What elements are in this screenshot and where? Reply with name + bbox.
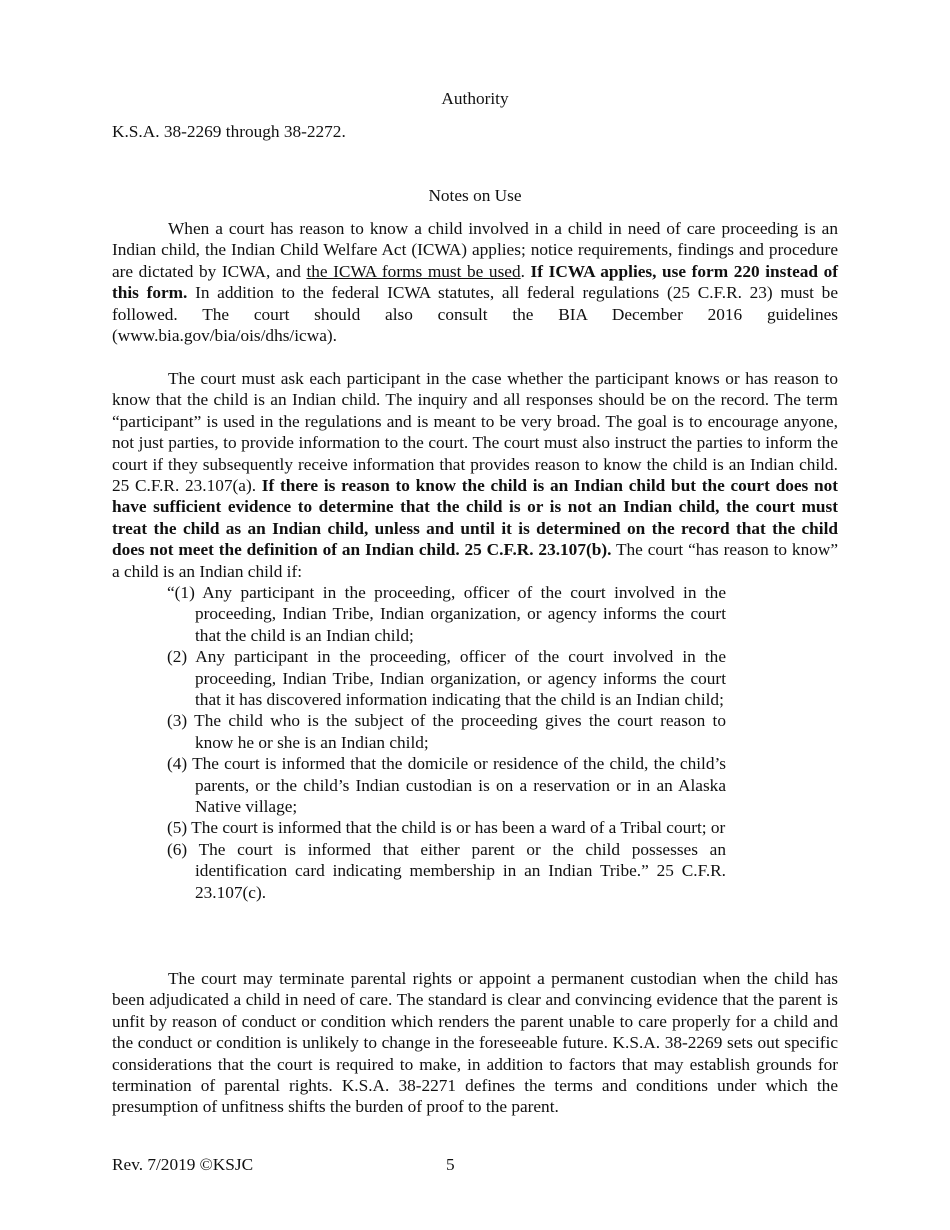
p2-text-a: The court must ask each participant in the case whether the participant knows or has reason to know that the child is an Indian child. The inquiry and all responses should be on the record. The term “participant” is used in the regulations and is meant to be very broad. The goal is to encourage anyone, not just parties, to provide information to the court. The court must also instruct the parties to inform the court if they subsequently receive information that provides reason to know the child is an Indian child. 25 C.F.R. 23.107(a).	[112, 369, 838, 496]
p1-underlined-text: the ICWA forms must be used	[306, 261, 521, 281]
p2-text-b: The court “has reason to know” a child is an Indian child if:	[112, 540, 839, 581]
list-item: (3) The child who is the subject of the proceeding gives the court reason to know he or she is an Indian child;	[167, 711, 726, 752]
list-item: (2) Any participant in the proceeding, officer of the court involved in the proceeding, Indian Tribe, Indian organization, or agency informs the court that it has discovered information indicating that the child is an Indian child;	[167, 647, 726, 710]
authority-heading: Authority	[441, 89, 509, 108]
notes-heading: Notes on Use	[428, 186, 522, 205]
notes-paragraph-3: The court may terminate parental rights or appoint a permanent custodian when the child has been adjudicated a child in need of care. The standard is clear and convincing evidence that the parent is unfit by reason of conduct or condition which renders the parent unable to care properly for a child and the conduct or condition is unlikely to change in the foreseeable future. K.S.A. 38-2269 sets out specific considerations that the court is required to make, in addition to factors that may establish grounds for termination of parental rights. K.S.A. 38-2271 defines the terms and conditions under which the presumption of unfitness shifts the burden of proof to the parent.	[112, 969, 838, 1117]
list-item: “(1) Any participant in the proceeding, officer of the court involved in the proceeding, Indian Tribe, Indian organization, or agency informs the court that the child is an Indian child;	[167, 583, 726, 645]
notes-paragraph-1	[112, 218, 838, 346]
footer-revision: Rev. 7/2019 ©KSJC	[112, 1155, 254, 1174]
page-number: 5	[446, 1155, 455, 1174]
p1-bold-text: If ICWA applies, use form 220 instead of this form.	[112, 261, 838, 303]
reason-to-know-list	[167, 582, 726, 903]
p2-bold-text: If there is reason to know the child is an Indian child but the court does not have sufficient evidence to determine that the child is or is not an Indian child, the court must treat the child as an Indian child, unless and until it is determined on the record that the child does not meet the definition of an Indian child. 25 C.F.R. 23.107(b).	[112, 476, 838, 560]
list-item: (6) The court is informed that either parent or the child possesses an identification card indicating membership in an Indian Tribe.” 25 C.F.R. 23.107(c).	[167, 839, 726, 902]
authority-text: K.S.A. 38-2269 through 38-2272.	[112, 122, 346, 141]
p1-text-a: When a court has reason to know a child involved in a child in need of care proceeding is an Indian child, the Indian Child Welfare Act (ICWA) applies; notice requirements, findings and procedure are dictated by ICWA, and	[112, 219, 838, 281]
notes-paragraph-2	[112, 368, 838, 582]
list-item: (5) The court is informed that the child is or has been a ward of a Tribal court; or	[167, 818, 726, 838]
p1-text-c: In addition to the federal ICWA statutes, all federal regulations (25 C.F.R. 23) must be followed. The court should also consult the BIA December 2016 guidelines (www.bia.gov/bia/ois/dhs/icwa).	[112, 283, 838, 346]
p1-text-b: .	[520, 261, 531, 281]
list-item: (4) The court is informed that the domicile or residence of the child, the child’s parents, or the child’s Indian custodian is on a reservation or in an Alaska Native village;	[167, 754, 726, 817]
